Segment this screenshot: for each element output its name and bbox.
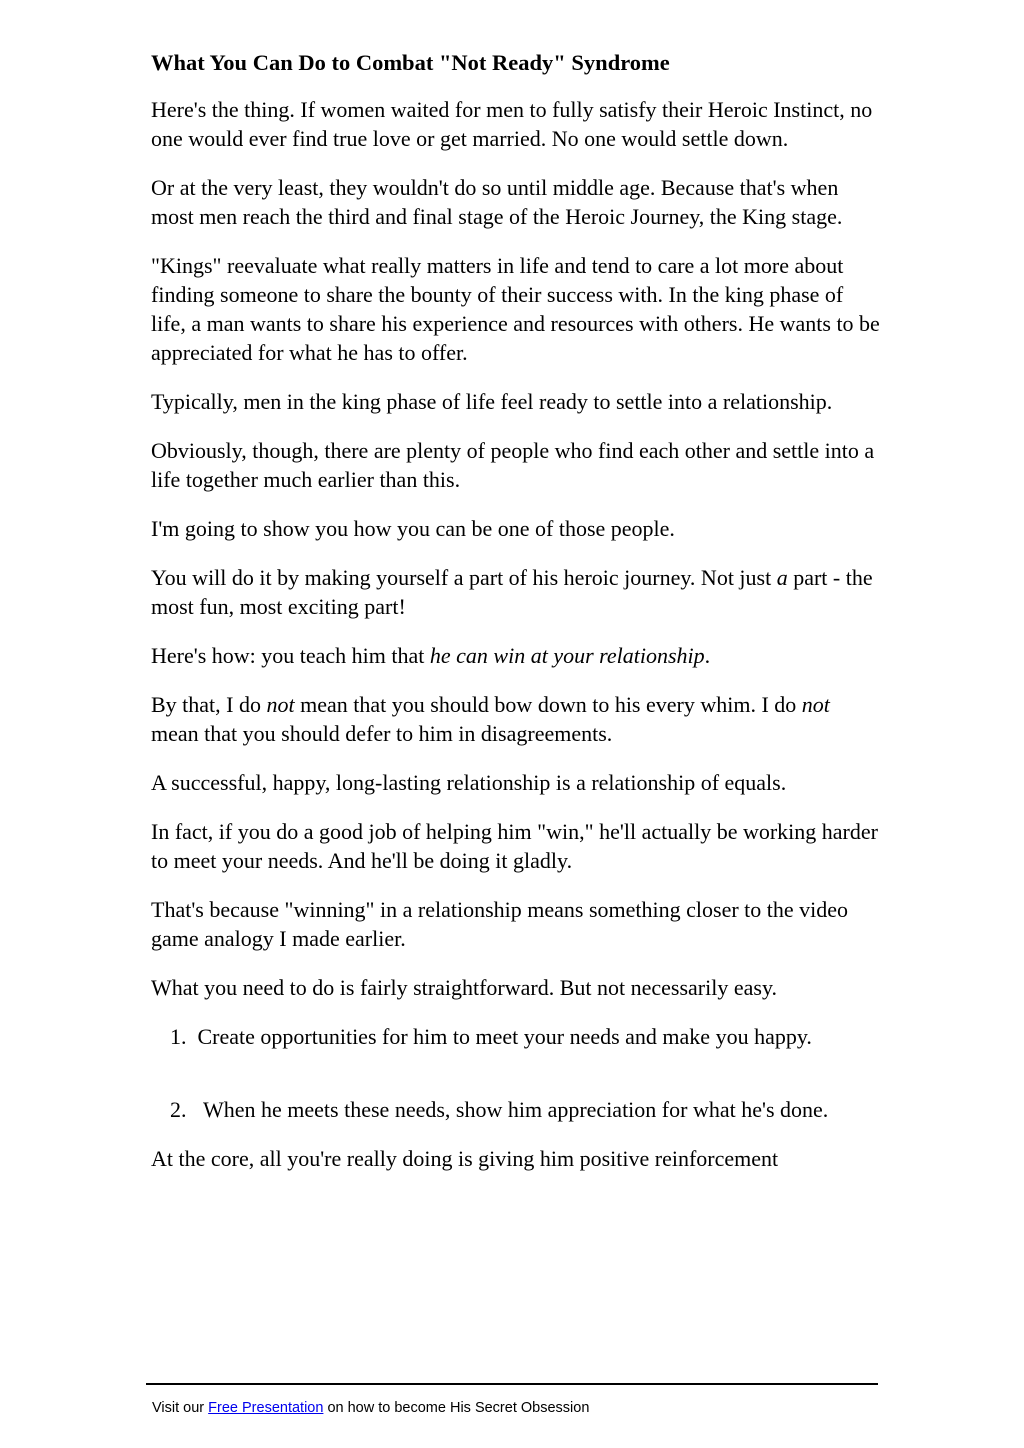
paragraph: Or at the very least, they wouldn't do so until middle age. Because that's when most men reach the third and final stage of the Heroic Journey, the King stage.: [151, 175, 843, 229]
emphasis-text: not: [801, 692, 830, 717]
paragraph-text: mean that you should bow down to his every whim. I do: [294, 692, 802, 717]
paragraph: A successful, happy, long-lasting relationship is a relationship of equals.: [151, 770, 787, 795]
list-number: 1.: [170, 1024, 187, 1049]
paragraph: "Kings" reevaluate what really matters in life and tend to care a lot more about finding someone to share the bounty of their success with. In the king phase of life, a man wants to share his experience and resources with others. He wants to be appreciated for what he has to offer.: [151, 253, 880, 365]
page-content: [151, 46, 881, 1193]
paragraph-text: .: [704, 643, 711, 668]
emphasis-text: a: [776, 565, 788, 590]
list-item: [151, 1095, 881, 1124]
paragraph: Obviously, though, there are plenty of people who find each other and settle into a life together much earlier than this.: [151, 438, 875, 492]
paragraph: [151, 690, 881, 748]
paragraph: [151, 641, 881, 670]
paragraph-text: By that, I do: [151, 692, 267, 717]
section-heading: What You Can Do to Combat "Not Ready" Syndrome: [151, 50, 670, 75]
list-number: 2.: [170, 1097, 187, 1122]
paragraph: I'm going to show you how you can be one of those people.: [151, 516, 675, 541]
paragraph-text: You will do it by making yourself a part of his heroic journey. Not just: [151, 565, 777, 590]
footer-suffix: on how to become His Secret Obsession: [323, 1400, 590, 1416]
list-item: [151, 1022, 881, 1051]
paragraph: That's because "winning" in a relationship means something closer to the video game analogy I made earlier.: [151, 897, 849, 951]
paragraph: Here's the thing. If women waited for men to fully satisfy their Heroic Instinct, no one would ever find true love or get married. No one would settle down.: [151, 97, 873, 151]
free-presentation-link[interactable]: Free Presentation: [208, 1400, 324, 1416]
paragraph: What you need to do is fairly straightforward. But not necessarily easy.: [151, 975, 778, 1000]
footer-divider: [146, 1383, 878, 1385]
paragraph: Typically, men in the king phase of life feel ready to settle into a relationship.: [151, 389, 833, 414]
footer: [152, 1399, 589, 1417]
list-text: When he meets these needs, show him appreciation for what he's done.: [203, 1097, 829, 1122]
paragraph: [151, 563, 881, 621]
paragraph-text: Here's how: you teach him that: [151, 643, 430, 668]
footer-prefix: Visit our: [152, 1400, 209, 1416]
paragraph: At the core, all you're really doing is giving him positive reinforcement: [151, 1146, 779, 1171]
emphasis-text: he can win at your relationship: [429, 643, 705, 668]
paragraph-text: part - the most fun, most exciting part!: [151, 565, 873, 619]
paragraph-text: mean that you should defer to him in disagreements.: [151, 721, 613, 746]
paragraph: In fact, if you do a good job of helping him "win," he'll actually be working harder to meet your needs. And he'll be doing it gladly.: [151, 819, 878, 873]
list-text: Create opportunities for him to meet your needs and make you happy.: [197, 1024, 812, 1049]
emphasis-text: not: [266, 692, 295, 717]
